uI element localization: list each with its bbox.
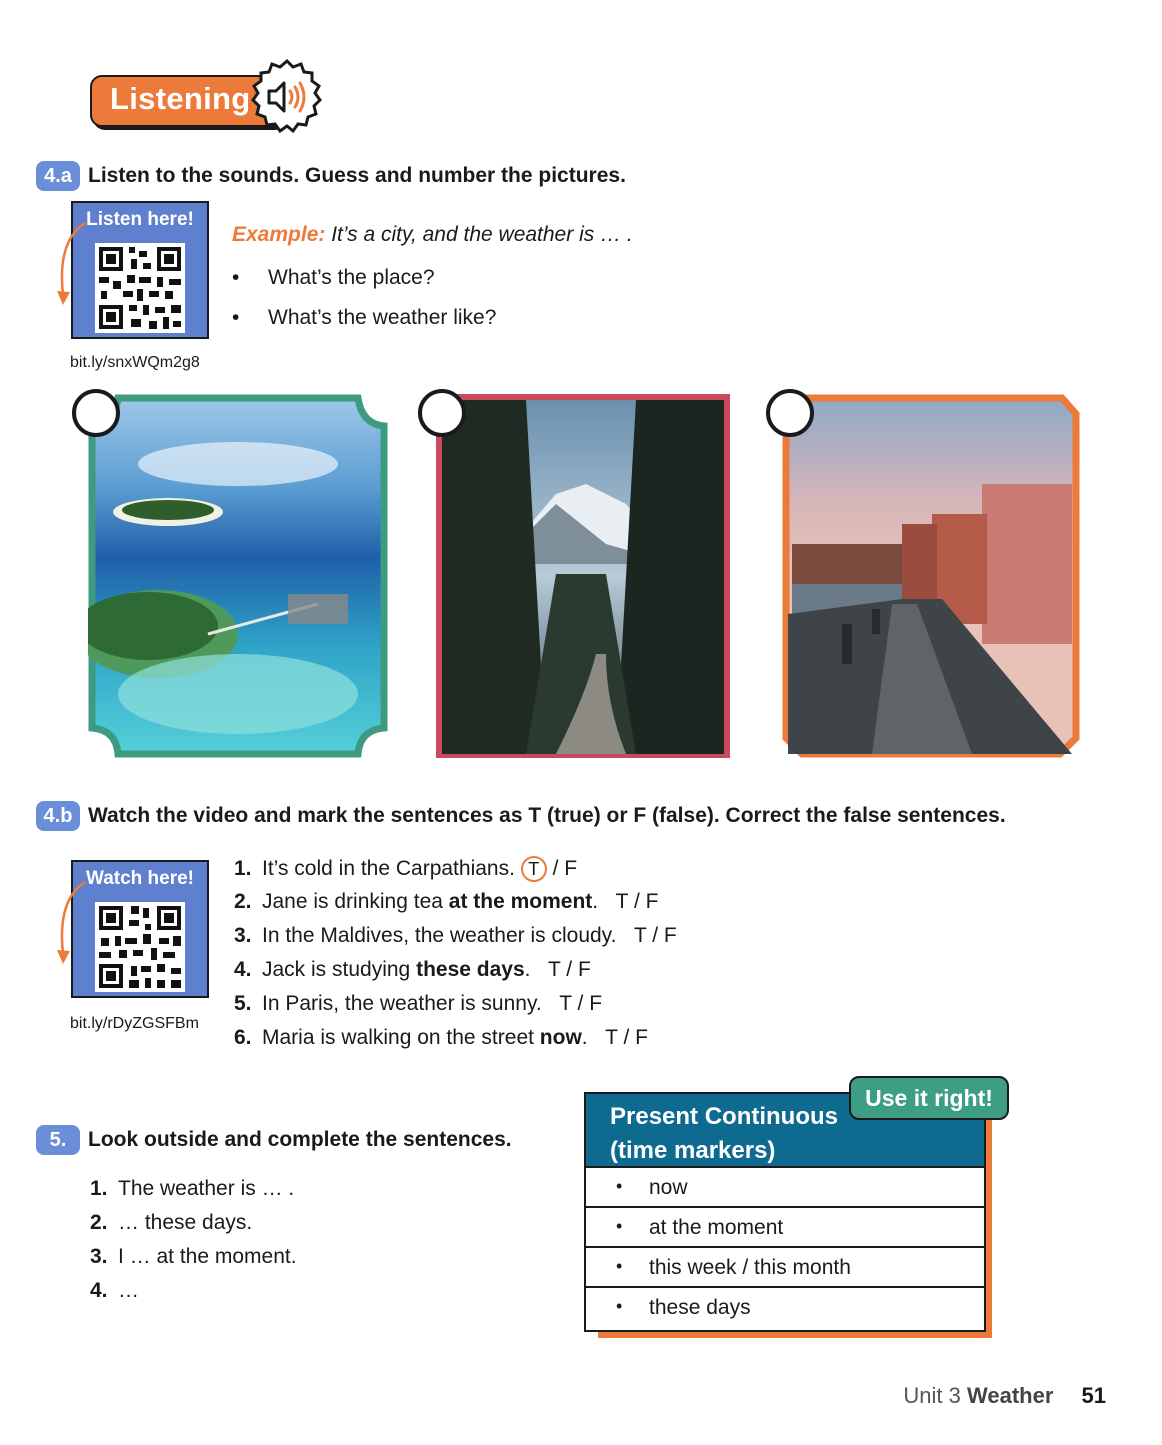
photo-city-street: [782, 394, 1080, 758]
number-circle[interactable]: [72, 389, 120, 437]
arrow-icon: [57, 221, 87, 311]
listen-qr-box[interactable]: [71, 201, 209, 339]
footer-unit: Unit 3: [903, 1383, 967, 1408]
photo-mountain-forest: [436, 394, 730, 758]
bullet-text: What’s the place?: [268, 266, 435, 289]
watch-qr-box[interactable]: [71, 860, 209, 998]
qr-label: Watch here!: [85, 868, 195, 889]
statement-item: 6. Maria is walking on the street now. T / F: [234, 1026, 648, 1049]
grammar-row: • now: [586, 1166, 984, 1208]
qr-label: Listen here!: [86, 209, 194, 230]
task-4a-badge: 4.a: [36, 161, 80, 191]
task-5-title: Look outside and complete the sentences.: [88, 1128, 512, 1151]
task-5-badge: 5.: [36, 1125, 80, 1155]
task-4a-title: Listen to the sounds. Guess and number the pictures.: [88, 164, 626, 187]
listen-qr-link[interactable]: bit.ly/snxWQm2g8: [70, 354, 200, 371]
grammar-row: • at the moment: [586, 1206, 984, 1248]
number-circle[interactable]: [418, 389, 466, 437]
number-circle[interactable]: [766, 389, 814, 437]
sentence-item: 4. …: [90, 1279, 139, 1302]
true-false-choice[interactable]: T / F: [633, 924, 677, 947]
true-circled[interactable]: T: [521, 856, 547, 882]
grammar-row: • these days: [586, 1286, 984, 1328]
grammar-title: Present Continuous (time markers): [610, 1103, 839, 1164]
true-false-choice[interactable]: T / F: [615, 890, 659, 913]
arrow-icon: [57, 880, 87, 970]
example-label: Example:: [232, 223, 326, 246]
bullet-text: What’s the weather like?: [268, 306, 497, 329]
statement-item: 2. Jane is drinking tea at the moment. T / F: [234, 890, 659, 913]
sentence-item: 3. I … at the moment.: [90, 1245, 297, 1268]
true-false-choice[interactable]: T / F: [548, 958, 591, 981]
qr-code-icon[interactable]: [95, 243, 185, 333]
task-4b-title: Watch the video and mark the sentences as T (true) or F (false). Correct the false sentences.: [88, 804, 1006, 827]
watch-qr-link[interactable]: bit.ly/rDyZGSFBm: [70, 1015, 199, 1032]
bullet-item: •: [232, 266, 240, 289]
grammar-box: [584, 1092, 986, 1332]
task-4b-badge: 4.b: [36, 801, 80, 831]
photo-tropical-island: [88, 394, 388, 758]
qr-code-icon[interactable]: [95, 902, 185, 992]
footer-topic: Weather: [966, 1383, 1054, 1408]
bullet-item: •: [232, 306, 240, 329]
page-number: 51: [1081, 1383, 1106, 1408]
sentence-item: 1. The weather is … .: [90, 1177, 295, 1200]
statement-item: 3. In the Maldives, the weather is cloudy. T / F: [234, 924, 677, 947]
true-false-choice[interactable]: T / F: [605, 1026, 648, 1049]
listening-label: Listening: [110, 81, 251, 116]
grammar-row: • this week / this month: [586, 1246, 984, 1288]
statement-item: 1. It’s cold in the Carpathians. T / F: [234, 857, 578, 880]
sentence-item: 2. … these days.: [90, 1211, 253, 1234]
statement-item: 4. Jack is studying these days. T / F: [234, 958, 591, 981]
use-it-right-tag: Use it right!: [849, 1076, 1009, 1120]
example-line: [232, 223, 633, 247]
true-false-choice[interactable]: T / F: [559, 992, 603, 1015]
example-text: It’s a city, and the weather is … .: [325, 223, 633, 246]
speaker-icon: [248, 58, 326, 136]
statement-item: 5. In Paris, the weather is sunny. T / F: [234, 992, 603, 1015]
page-footer: [903, 1383, 1106, 1409]
